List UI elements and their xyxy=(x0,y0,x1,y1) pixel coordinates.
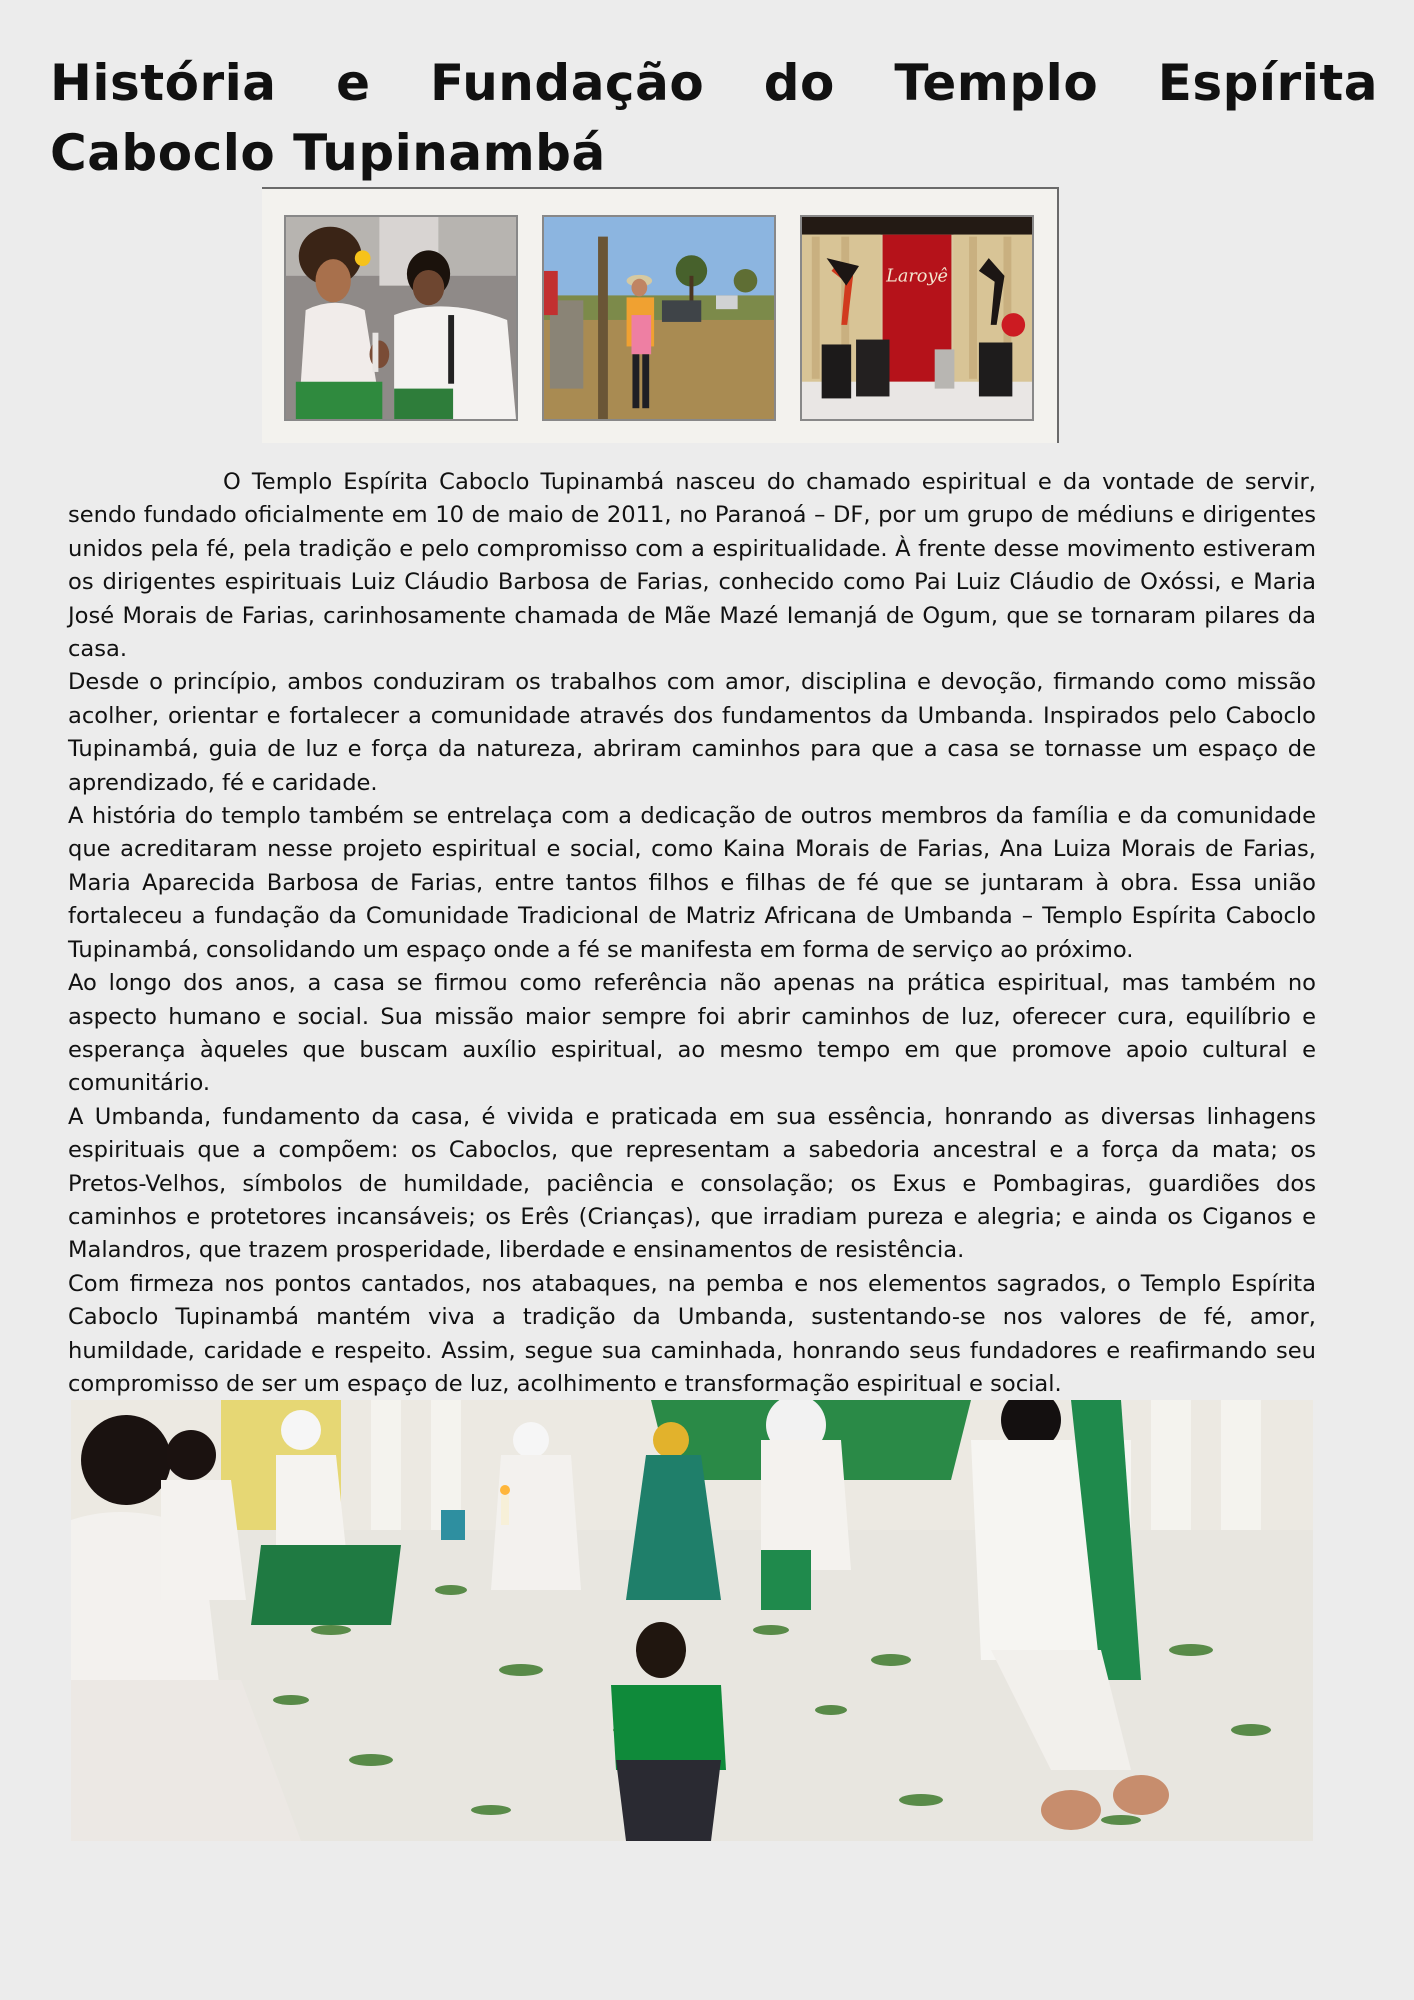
article-body xyxy=(68,466,1316,1401)
paragraph: Ao longo dos anos, a casa se firmou como referência não apenas na prática espiritual, mas também no aspecto humano e social. Sua missão maior sempre foi abrir caminhos de luz, oferecer cura, equilíbrio e esperança àqueles que buscam auxílio espiritual, ao mesmo tempo em que promove apoio cultural e comunitário. xyxy=(68,970,1316,1097)
gallery-photo-ritual xyxy=(284,215,518,421)
altar-sign: Laroyê xyxy=(886,266,948,287)
paragraph: A história do templo também se entrelaça com a dedicação de outros membros da família e da comunidade que acreditaram nesse projeto espiritual e social, como Kaina Morais de Farias, Ana Luiza Morais de Farias, Maria Aparecida Barbosa de Farias, entre tantos filhos e filhas de fé que se juntaram à obra. Essa união fortaleceu a fundação da Comunidade Tradicional de Matriz Africana de Umbanda – Templo Espírita Caboclo Tupinambá, consolidando um espaço onde a fé se manifesta em forma de serviço ao próximo. xyxy=(68,803,1316,963)
page-title: História e Fundação do Templo Espírita Caboclo Tupinambá xyxy=(50,54,1378,182)
gallery-photo-outdoor xyxy=(542,215,776,421)
ritual-photo xyxy=(71,1400,1313,1841)
paragraph: Com firmeza nos pontos cantados, nos atabaques, na pemba e nos elementos sagrados, o Templo Espírita Caboclo Tupinambá mantém viva a tradição da Umbanda, sustentando-se nos valores de fé, amor, humildade, caridade e respeito. Assim, segue sua caminhada, honrando seus fundadores e reafirmando seu compromisso de ser um espaço de luz, acolhimento e transformação espiritual e social. xyxy=(68,1270,1316,1397)
gallery-photo-altar xyxy=(800,215,1034,421)
paragraph: Desde o princípio, ambos conduziram os trabalhos com amor, disciplina e devoção, firmando como missão acolher, orientar e fortalecer a comunidade através dos fundamentos da Umbanda. Inspirados pelo Caboclo Tupinambá, guia de luz e força da natureza, abriram caminhos para que a casa se tornasse um espaço de aprendizado, fé e caridade. xyxy=(68,669,1316,796)
paragraph: A Umbanda, fundamento da casa, é vivida e praticada em sua essência, honrando as diversas linhagens espirituais que a compõem: os Caboclos, que representam a sabedoria ancestral e a força da mata; os Pretos-Velhos, símbolos de humildade, paciência e consolação; os Exus e Pombagiras, guardiões dos caminhos e protetores incansáveis; os Erês (Crianças), que irradiam pureza e alegria; e ainda os Ciganos e Malandros, que trazem prosperidade, liberdade e ensinamentos de resistência. xyxy=(68,1103,1316,1264)
photo-gallery xyxy=(262,187,1059,443)
paragraph: O Templo Espírita Caboclo Tupinambá nasceu do chamado espiritual e da vontade de servir, sendo fundado oficialmente em 10 de maio de 2011, no Paranoá – DF, por um grupo de médiuns e dirigentes unidos pela fé, pela tradição e pelo compromisso com a espiritualidade. À frente desse movimento estiveram os dirigentes espirituais Luiz Cláudio Barbosa de Farias, conhecido como Pai Luiz Cláudio de Oxóssi, e Maria José Morais de Farias, carinhosamente chamada de Mãe Mazé Iemanjá de Ogum, que se tornaram pilares da casa. xyxy=(68,469,1316,663)
